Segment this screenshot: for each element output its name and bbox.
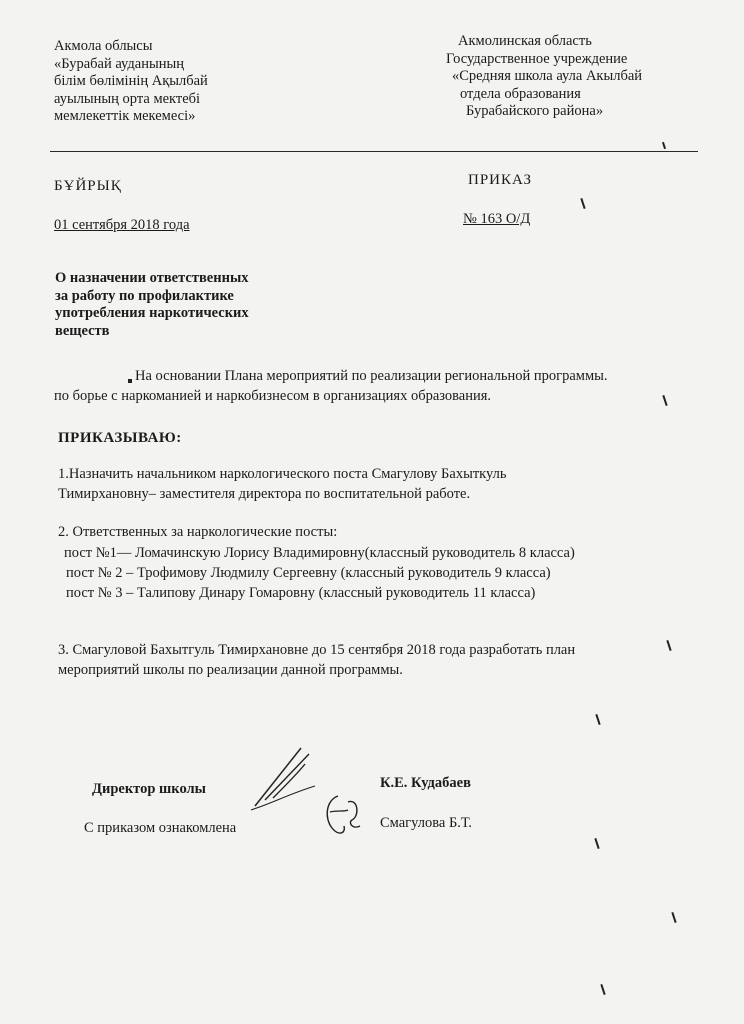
director-name: К.Е. Кудабаев (380, 775, 471, 791)
scan-mark (600, 984, 605, 995)
scan-mark (662, 395, 667, 406)
item2-post-2: пост № 2 – Трофимову Людмилу Сергеевну (классный руководитель 9 класса) (66, 565, 551, 581)
acquainted-name: Смагулова Б.Т. (380, 815, 472, 831)
header-ru-line: отдела образования (460, 85, 581, 102)
scan-mark (580, 198, 585, 209)
scan-mark (594, 838, 599, 849)
header-ru-line: Государственное учреждение (446, 50, 628, 67)
subject-line: за работу по профилактике (55, 287, 234, 304)
item2-post-3: пост № 3 – Талипову Динару Гомаровну (классный руководитель 11 класса) (66, 585, 536, 601)
header-kz-line: білім бөлімінің Ақылбай (54, 73, 208, 89)
order-number: № 163 О/Д (463, 211, 531, 227)
header-kz-line: Акмола облысы (54, 38, 153, 54)
item3-line-1: 3. Смагуловой Бахытгуль Тимирхановне до 15 сентября 2018 года разработать план (58, 642, 576, 658)
item2-heading: 2. Ответственных за наркологические посты: (58, 524, 338, 540)
header-kz-line: ауылының орта мектебі (54, 90, 201, 107)
basis-line-2: по борье с наркоманией и наркобизнесом в организациях образования. (54, 388, 492, 404)
header-ru-line: Бурабайского района» (466, 103, 604, 119)
acquaintance-signature (318, 790, 368, 842)
order-date: 01 сентября 2018 года (54, 217, 190, 233)
header-kazakh (54, 38, 208, 126)
header-kz-line: мемлекеттік мекемесі» (54, 108, 196, 124)
item1-line-1: 1.Назначить начальником наркологического поста Смагулову Бахыткуль (58, 466, 507, 482)
subject-line: О назначении ответственных (55, 270, 249, 286)
scan-mark (666, 640, 671, 651)
order-title-ru: ПРИКАЗ (468, 172, 532, 188)
order-subject (55, 270, 249, 340)
scan-mark (128, 379, 132, 383)
director-signature (245, 740, 325, 820)
subject-line: веществ (55, 322, 110, 339)
director-label: Директор школы (92, 781, 206, 797)
item2-post-1: пост №1— Ломачинскую Лорису Владимировну(классный руководитель 8 класса) (64, 545, 575, 561)
scan-mark (595, 714, 600, 725)
item1-line-2: Тимирхановну– заместителя директора по воспитательной работе. (58, 486, 471, 502)
header-divider (50, 151, 698, 152)
header-kz-line: «Бурабай ауданының (54, 55, 184, 72)
scan-mark (671, 912, 676, 923)
acquainted-label: С приказом ознакомлена (84, 820, 237, 836)
prikazyvayu-heading: ПРИКАЗЫВАЮ: (58, 430, 182, 446)
item3-line-2: мероприятий школы по реализации данной программы. (58, 662, 403, 678)
subject-line: употребления наркотических (55, 305, 249, 321)
basis-line-1: На основании Плана мероприятий по реализации региональной программы. (135, 368, 608, 384)
header-ru-line: «Средняя школа аула Акылбай (452, 68, 643, 84)
scan-mark (662, 142, 666, 149)
header-ru-line: Акмолинская область (458, 33, 592, 49)
header-russian (446, 33, 642, 121)
order-title-kz: БҰЙРЫҚ (54, 178, 122, 194)
